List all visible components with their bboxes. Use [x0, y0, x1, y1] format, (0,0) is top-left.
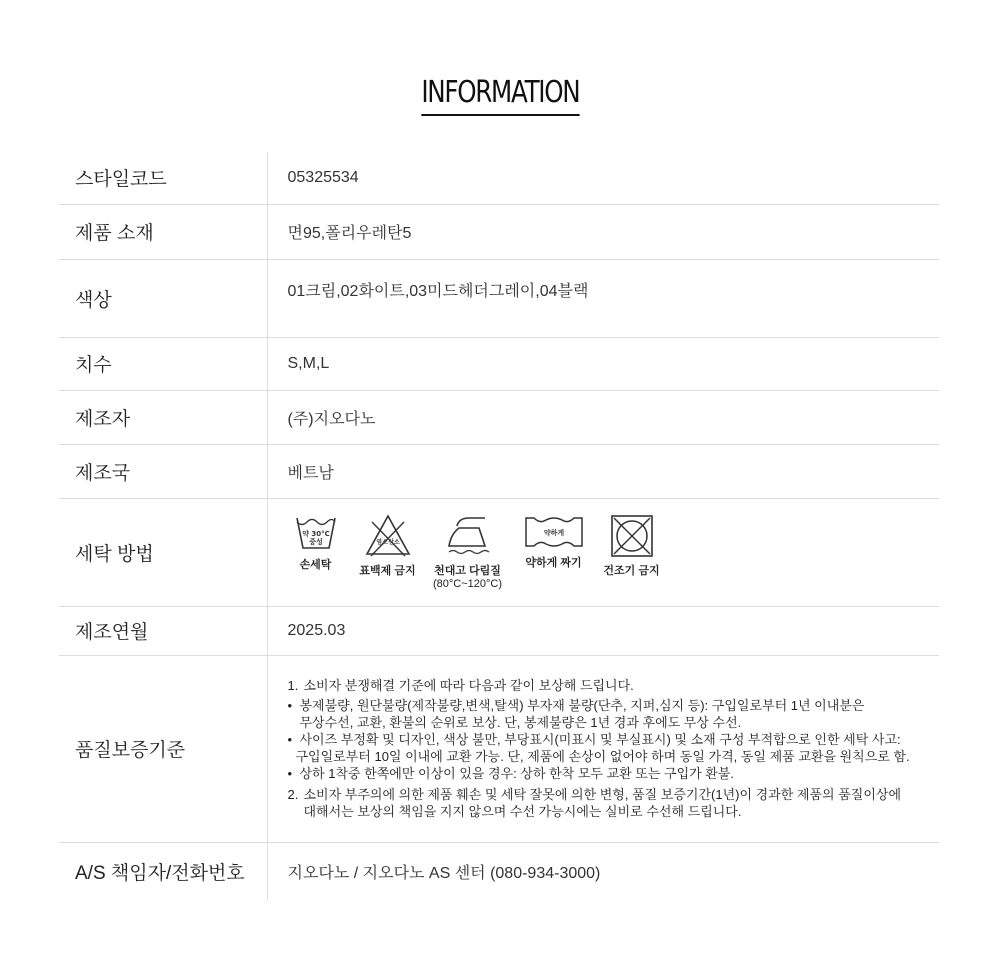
care-iron: [430, 514, 506, 590]
quality-item-1-num: 1.: [287, 678, 299, 693]
quality-item-1: [288, 677, 940, 694]
iron-icon: [445, 514, 491, 558]
row-style-code: [59, 152, 939, 204]
color-value: 01크림,02화이트,03미드헤더그레이,04블랙: [267, 259, 939, 337]
row-country: [59, 444, 939, 498]
quality-bullet-1-line2: 무상수선, 교환, 환불의 순위로 보상. 단, 봉제불량은 1년 경과 후에도 무상 수선.: [299, 715, 742, 730]
quality-value: [267, 655, 939, 842]
gentle-wring-text: 약하게: [543, 529, 564, 537]
row-color: [59, 259, 939, 337]
maker-value: (주)지오다노: [267, 390, 939, 444]
quality-item-2-line2: 대해서는 보상의 책임을 지지 않으며 수선 가능시에는 실비로 수선해 드립니다.: [303, 804, 742, 819]
hand-wash-detergent: 중성: [308, 538, 323, 546]
quality-bullet-1: [288, 697, 940, 731]
quality-item-2: [288, 786, 940, 820]
no-bleach-chlorine: 염소: [375, 539, 388, 546]
quality-item-1-text: 소비자 분쟁해결 기준에 따라 다음과 같이 보상해 드립니다.: [303, 678, 634, 693]
quality-bullet-1-line1: 봉제불량, 원단불량(제작불량,변색,탈색) 부자재 불량(단추, 지퍼,심지 등): 구입일로부터 1년 이내분은: [299, 698, 865, 713]
no-tumble-dry-caption: 건조기 금지: [603, 565, 660, 577]
as-value: 지오다노 / 지오다노 AS 센터 (080-934-3000): [287, 864, 601, 882]
quality-bullet-3-line1: 상하 1착중 한쪽에만 이상이 있을 경우: 상하 한착 모두 교환 또는 구입가 환불.: [299, 766, 735, 781]
no-tumble-dry-icon: [610, 514, 654, 558]
row-quality: [59, 655, 939, 842]
hand-wash-temp: 약 30°C: [301, 530, 330, 538]
row-size: [59, 337, 939, 390]
color-label: 색상: [59, 259, 267, 337]
date-label: 제조연월: [59, 606, 267, 655]
row-material: [59, 204, 939, 259]
wash-value: [267, 498, 939, 606]
iron-caption: 천대고 다림질: [434, 565, 501, 577]
row-date: [59, 606, 939, 655]
no-bleach-icon: [365, 514, 411, 558]
style-code-value: 05325534: [267, 152, 939, 204]
quality-item-2-num: 2.: [287, 787, 299, 802]
hand-wash-icon: [294, 514, 338, 552]
bullet-dot: •: [287, 698, 293, 713]
row-as: [59, 842, 939, 900]
date-value: 2025.03: [267, 606, 939, 655]
care-icons: [288, 514, 940, 590]
style-code-label: 스타일코드: [59, 152, 267, 204]
no-bleach-caption: 표백제 금지: [359, 565, 416, 577]
quality-bullet-3: [288, 765, 940, 782]
quality-bullet-2-line2: 구입일로부터 10일 이내에 교환 가능. 단, 제품에 손상이 없어야 하며 동일 가격, 동일 제품 교환을 원칙으로 함.: [295, 749, 910, 764]
care-no-bleach: [358, 514, 418, 578]
page-title: INFORMATION: [421, 74, 579, 116]
as-label: A/S 책임자/전화번호: [59, 842, 267, 900]
info-table: [59, 152, 939, 900]
hand-wash-caption: 손세탁: [299, 559, 332, 571]
wash-label: 세탁 방법: [59, 498, 267, 606]
title-wrap: [0, 74, 1000, 116]
no-bleach-oxygen: 산소: [387, 539, 400, 546]
gentle-wring-caption: 약하게 짜기: [525, 557, 582, 569]
material-value: 면95,폴리우레탄5: [267, 204, 939, 259]
country-label: 제조국: [59, 444, 267, 498]
quality-bullet-2: [288, 731, 940, 765]
care-gentle-wring: [522, 514, 586, 570]
material-label: 제품 소재: [59, 204, 267, 259]
quality-label: 품질보증기준: [59, 655, 267, 842]
care-no-tumble-dry: [600, 514, 664, 578]
gentle-wring-icon: [524, 514, 584, 550]
bullet-dot: •: [287, 732, 293, 747]
size-value: S,M,L: [267, 337, 939, 390]
quality-bullet-2-line1: 사이즈 부정확 및 디자인, 색상 불만, 부당표시(미표시 및 부실표시) 및 소재 구성 부적합으로 인한 세탁 사고:: [299, 732, 901, 747]
size-label: 치수: [59, 337, 267, 390]
quality-text: [288, 677, 940, 820]
quality-item-2-line1: 소비자 부주의에 의한 제품 훼손 및 세탁 잘못에 의한 변형, 품질 보증기간(1년)이 경과한 제품의 품질이상에: [303, 787, 902, 802]
iron-temperature: (80°C~120°C): [432, 578, 503, 590]
row-wash: [59, 498, 939, 606]
country-value: 베트남: [267, 444, 939, 498]
bullet-dot: •: [287, 766, 293, 781]
maker-label: 제조자: [59, 390, 267, 444]
row-maker: [59, 390, 939, 444]
care-hand-wash: [288, 514, 344, 572]
